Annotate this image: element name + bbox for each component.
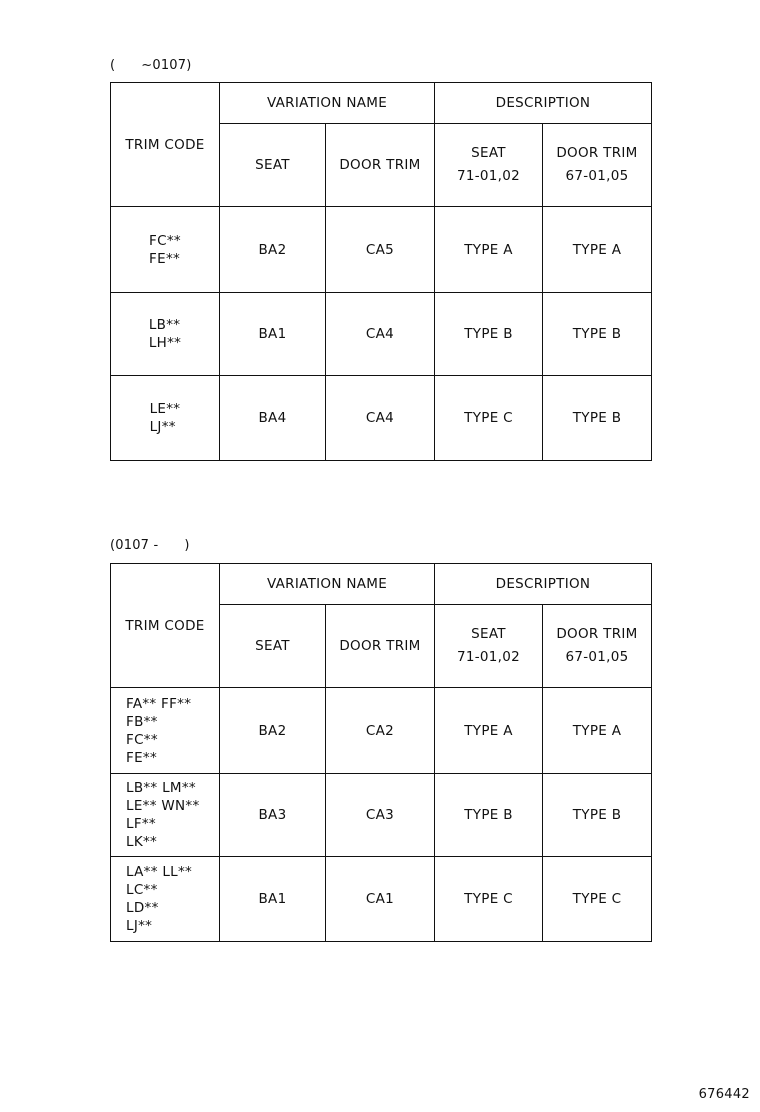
header-door-trim: DOOR TRIM [326, 124, 435, 207]
seat-type: TYPE C [435, 376, 543, 461]
trim-code: LE** [149, 401, 181, 417]
illustration-id: 676442 [698, 1087, 750, 1102]
door-trim-type: TYPE B [543, 376, 652, 461]
header-description: DESCRIPTION [435, 564, 652, 605]
trim-code: FC** [126, 731, 158, 748]
trim-code: LF** [126, 816, 156, 832]
seat-type: TYPE A [435, 207, 543, 293]
door-trim-variation: CA4 [326, 376, 435, 461]
table-row [111, 293, 652, 376]
door-trim-type: TYPE B [543, 774, 652, 857]
trim-code: LJ** [126, 918, 153, 934]
header-seat: SEAT [220, 124, 326, 207]
trim-code: FE** [126, 749, 157, 766]
door-trim-variation: CA5 [326, 207, 435, 293]
trim-codes-cell [111, 688, 220, 774]
trim-code: LC** [126, 882, 158, 898]
seat-type: TYPE C [435, 857, 543, 942]
header-description: DESCRIPTION [435, 83, 652, 124]
door-trim-type: TYPE A [543, 688, 652, 774]
table-row [111, 376, 652, 461]
header-trim-code: TRIM CODE [111, 83, 220, 207]
trim-code: FE** [149, 250, 181, 267]
table-row [111, 688, 652, 774]
trim-code-table-2 [110, 563, 652, 942]
door-trim-variation: CA1 [326, 857, 435, 942]
seat-type: TYPE A [435, 688, 543, 774]
trim-codes-cell [111, 774, 220, 857]
table-row [111, 774, 652, 857]
header-door-trim: DOOR TRIM [326, 605, 435, 688]
seat-variation: BA4 [220, 376, 326, 461]
seat-variation: BA2 [220, 688, 326, 774]
header-variation-name: VARIATION NAME [220, 83, 435, 124]
desc-door-trim-ref: 67-01,05 [565, 168, 629, 184]
table-1-caption: ( ~0107) [110, 58, 192, 73]
door-trim-variation: CA3 [326, 774, 435, 857]
trim-code: LD** [126, 900, 159, 916]
trim-code-table-1 [110, 82, 652, 461]
door-trim-type: TYPE B [543, 293, 652, 376]
table-row [111, 857, 652, 942]
desc-seat-ref: 71-01,02 [456, 649, 521, 665]
header-desc-door-trim [543, 605, 652, 688]
trim-codes-cell [111, 293, 220, 376]
trim-code: LB** LM** [126, 780, 196, 796]
seat-type: TYPE B [435, 293, 543, 376]
door-trim-type: TYPE C [543, 857, 652, 942]
seat-variation: BA3 [220, 774, 326, 857]
trim-code: LE** WN** [126, 798, 200, 814]
desc-seat-label: SEAT [471, 145, 506, 161]
header-variation-name: VARIATION NAME [220, 564, 435, 605]
door-trim-variation: CA2 [326, 688, 435, 774]
trim-code: LH** [148, 335, 182, 351]
header-desc-seat [435, 605, 543, 688]
seat-variation: BA2 [220, 207, 326, 293]
header-desc-seat [435, 124, 543, 207]
table-2-caption: (0107 - ) [110, 538, 190, 553]
desc-door-trim-label: DOOR TRIM [556, 626, 638, 642]
trim-code: LB** [148, 317, 181, 333]
seat-variation: BA1 [220, 857, 326, 942]
trim-code: FB** [126, 713, 158, 730]
desc-door-trim-label: DOOR TRIM [556, 145, 638, 161]
trim-code: LK** [126, 834, 158, 850]
trim-codes-cell [111, 857, 220, 942]
trim-code: LJ** [149, 419, 176, 435]
desc-door-trim-ref: 67-01,05 [565, 649, 629, 665]
trim-code: LA** LL** [126, 864, 193, 880]
trim-code: FC** [149, 232, 181, 249]
door-trim-type: TYPE A [543, 207, 652, 293]
header-seat: SEAT [220, 605, 326, 688]
trim-code: FA** FF** [126, 695, 192, 712]
door-trim-variation: CA4 [326, 293, 435, 376]
desc-seat-label: SEAT [471, 626, 506, 642]
header-desc-door-trim [543, 124, 652, 207]
seat-variation: BA1 [220, 293, 326, 376]
seat-type: TYPE B [435, 774, 543, 857]
table-row [111, 207, 652, 293]
header-trim-code: TRIM CODE [111, 564, 220, 688]
desc-seat-ref: 71-01,02 [456, 168, 521, 184]
trim-codes-cell [111, 376, 220, 461]
trim-codes-cell [111, 207, 220, 293]
